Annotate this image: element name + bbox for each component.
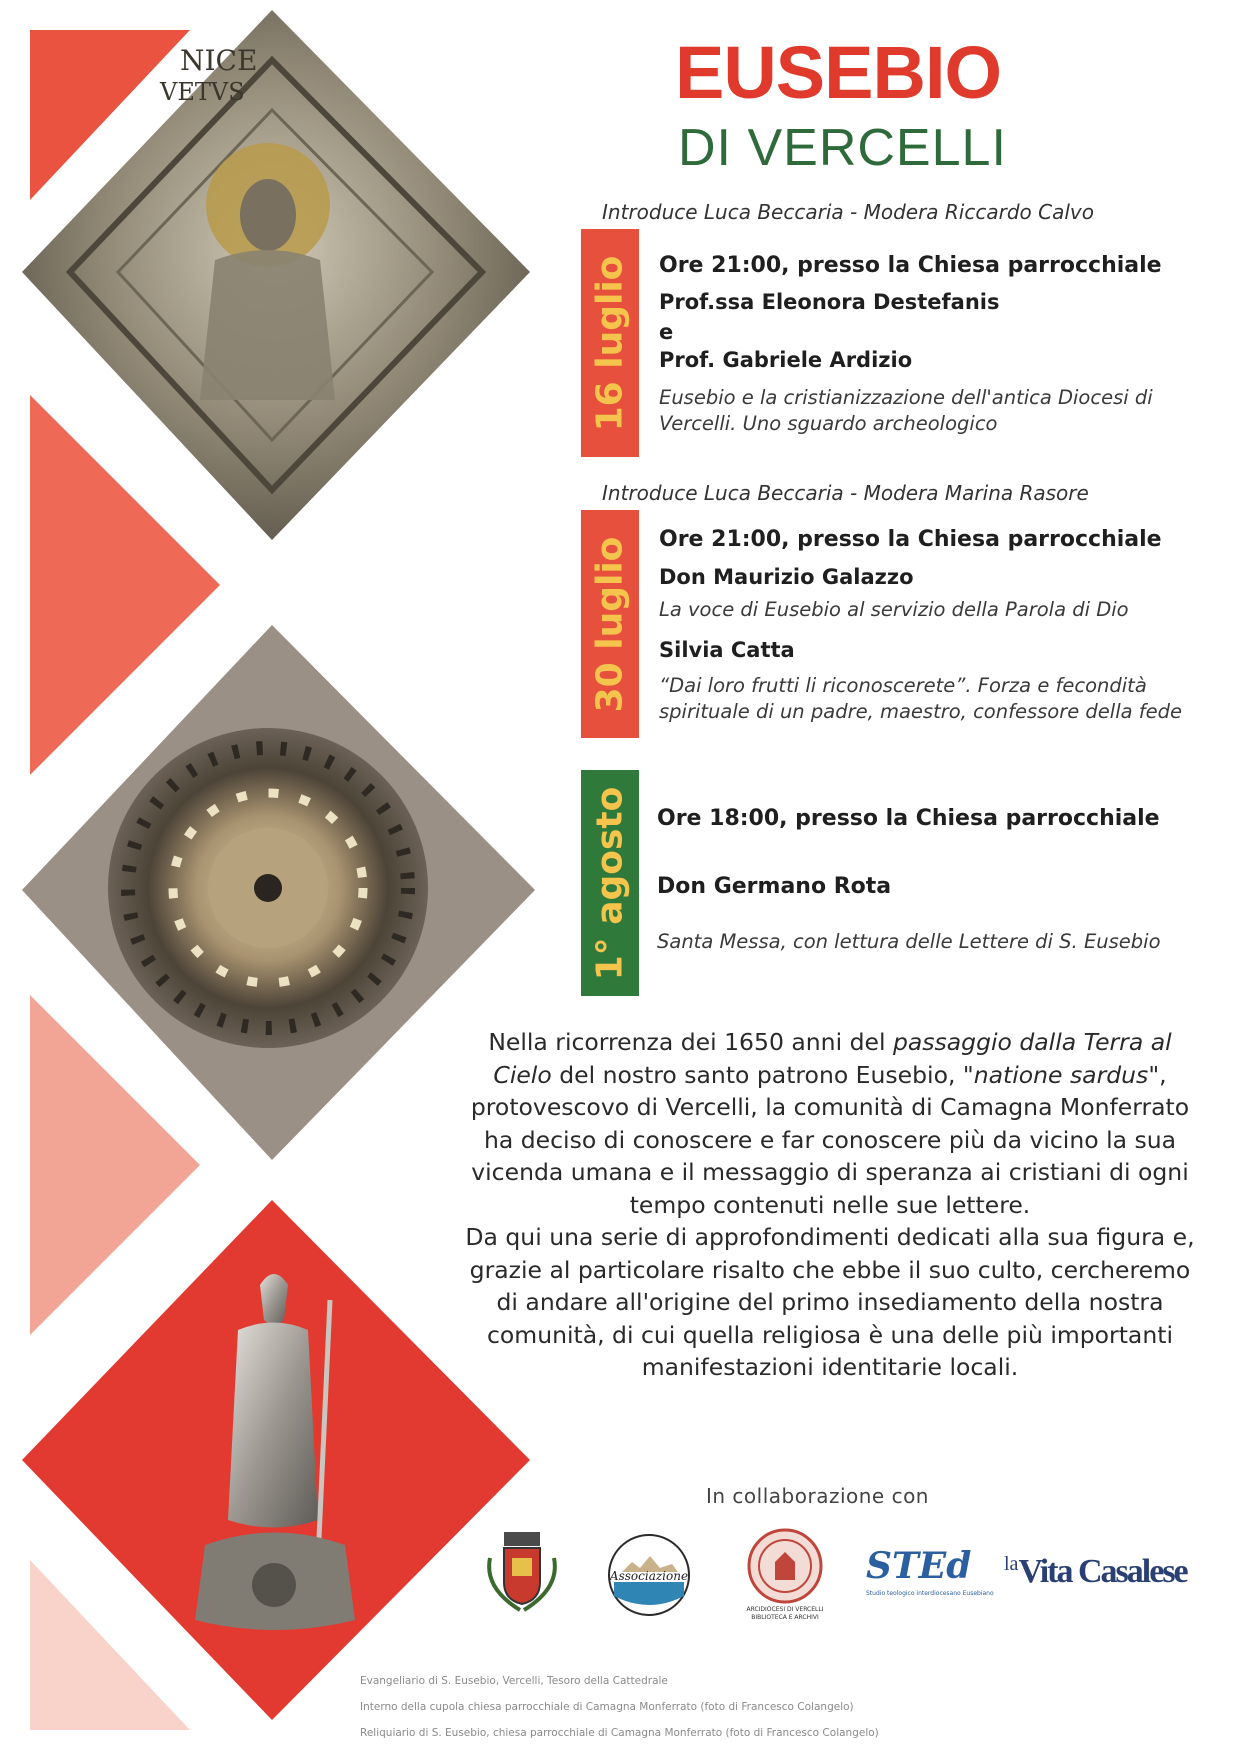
associazione-logo — [606, 1532, 692, 1618]
sted-logo-subtitle: Studio teologico interdiocesano Eusebiano — [866, 1590, 994, 1597]
sted-logo — [866, 1545, 994, 1608]
decorative-image-column — [0, 0, 560, 1753]
event1-date-badge — [581, 229, 639, 457]
event1-speaker-1: Prof.ssa Eleonora Destefanis — [659, 290, 1000, 314]
svg-text:NICE: NICE — [180, 44, 258, 77]
sted-logo-mark: STEd — [866, 1545, 972, 1587]
event2-date: 30 luglio — [589, 536, 631, 712]
photo-credit-2: Interno della cupola chiesa parrocchiale di Camagna Monferrato (foto di Francesco Colangelo) — [360, 1701, 854, 1713]
event1-time-place: Ore 21:00, presso la Chiesa parrocchiale — [659, 253, 1162, 278]
event1-speaker-2: Prof. Gabriele Ardizio — [659, 348, 913, 372]
event2-speaker-1: Don Maurizio Galazzo — [659, 565, 914, 589]
description-paragraph-2: Da qui una serie di approfondimenti dedicati alla sua figura e, grazie al particolare risalto che ebbe il suo culto, cercheremo di andare all'origine del primo insediamento della nostra comunità, di cui quella religiosa è una delle più importanti manifestazioni identitarie locali. — [465, 1223, 1195, 1381]
event3-date: 1° agosto — [589, 786, 631, 980]
event2-intro: Introduce Luca Beccaria - Modera Marina Rasore — [602, 481, 1089, 505]
la-vita-casalese-logo: laVita Casalese — [1004, 1553, 1187, 1590]
event1-intro: Introduce Luca Beccaria - Modera Riccardo Calvo — [602, 200, 1094, 224]
svg-text:VETVS: VETVS — [160, 78, 245, 106]
event3-time-place: Ore 18:00, presso la Chiesa parrocchiale — [657, 806, 1160, 831]
arcidiocesi-logo — [738, 1528, 832, 1628]
event3-talk: Santa Messa, con lettura delle Lettere di S. Eusebio — [657, 930, 1161, 953]
municipality-crest-logo — [482, 1528, 562, 1616]
description-text — [462, 1026, 1198, 1384]
event3-speaker: Don Germano Rota — [657, 874, 892, 899]
event3-date-badge — [581, 770, 639, 996]
arcidiocesi-logo-text: ARCIDIOCESI DI VERCELLI BIBLIOTECA E ARCHIVI — [746, 1606, 824, 1621]
event1-talk-title: Eusebio e la cristianizzazione dell'antica Diocesi di Vercelli. Uno sguardo archeologico — [659, 386, 1153, 435]
event2-time-place: Ore 21:00, presso la Chiesa parrocchiale — [659, 527, 1162, 552]
event2-speaker-2: Silvia Catta — [659, 638, 795, 662]
event2-date-badge — [581, 510, 639, 738]
event1-conjunction: e — [659, 320, 674, 344]
event1-date: 16 luglio — [589, 255, 631, 431]
collaboration-label: In collaborazione con — [706, 1484, 929, 1508]
photo-credit-3: Reliquiario di S. Eusebio, chiesa parrocchiale di Camagna Monferrato (foto di Francesco Colangelo) — [360, 1727, 879, 1739]
associazione-logo-text: Associazione — [609, 1569, 689, 1583]
event2-talk-2: “Dai loro frutti li riconoscerete”. Forza e fecondità spirituale di un padre, maestro, confessore della fede — [659, 674, 1183, 723]
page-subtitle: DI VERCELLI — [678, 119, 1007, 177]
photo-credit-1: Evangeliario di S. Eusebio, Vercelli, Tesoro della Cattedrale — [360, 1675, 668, 1687]
page-title: EUSEBIO — [675, 31, 1002, 114]
description-paragraph-1: Nella ricorrenza dei 1650 anni del passaggio dalla Terra al Cielo del nostro santo patrono Eusebio, "natione sardus", protovescovo di Vercelli, la comunità di Camagna Monferrato ha deciso di conoscere e far conoscere più da vicino la sua vicenda umana e il messaggio di speranza ai cristiani di ogni tempo contenuti nelle sue lettere. — [470, 1028, 1190, 1219]
event2-talk-1: La voce di Eusebio al servizio della Parola di Dio — [659, 598, 1129, 621]
